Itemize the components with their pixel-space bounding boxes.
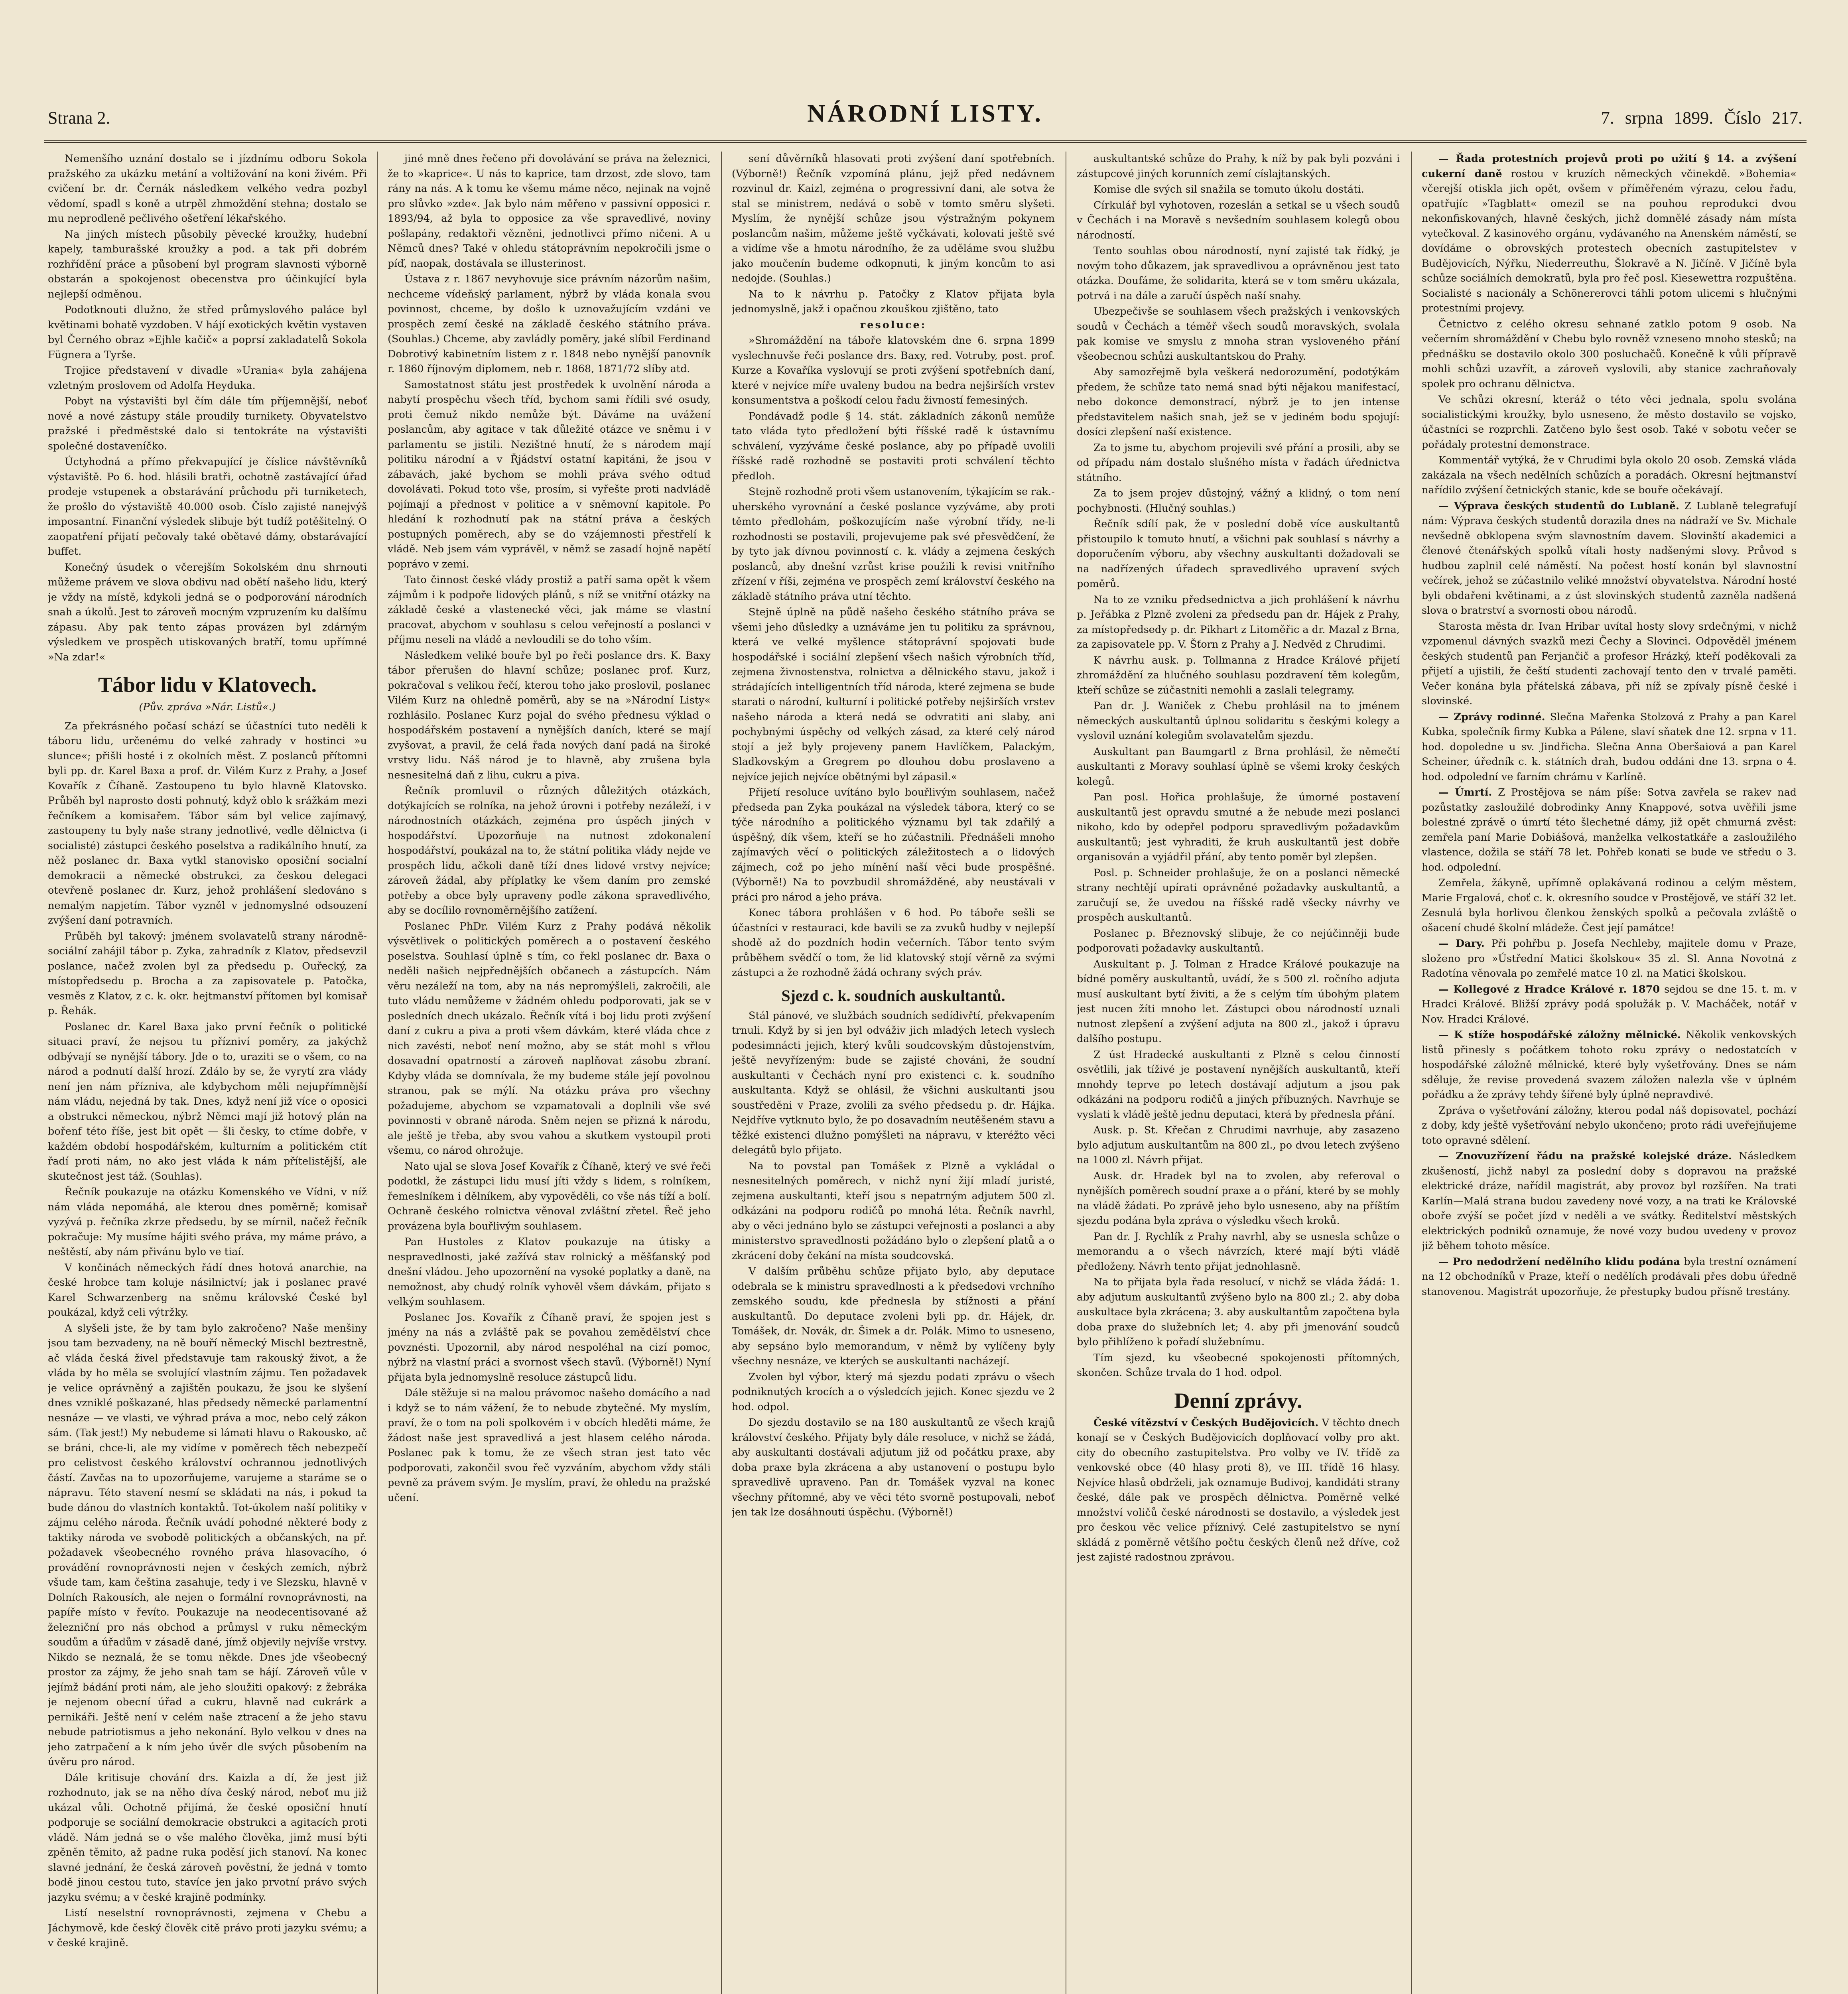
article-paragraph: Poslanec Jos. Kovařík z Číhaně praví, že spojen jest s jmény na nás a zvláště pak se povahou zemědělství chce povznésti. Upozornil, aby národ nespoléhal na cizí pomoc, nýbrž na vlastní práci a svornost všech stavů. (Výborně!) Nyní přijata byla jednomyslně resoluce zástupců lidu. [388, 1311, 711, 1383]
article-paragraph: Na jiných místech působily pěvecké kroužky, hudební kapely, tamburašské kroužky a pod. a tak při dobrém rozhřídění práce a působení byl program slavnosti výborně obstarán a spokojenost obecenstva pro účinkující byla nejlepší odměnou. [48, 228, 367, 300]
article-paragraph: Průběh byl takový: jménem svolavatelů strany národně-sociální zahájil tábor p. Zyka, zahradník z Klatov, předsevzil poslance, načež zvolen byl za předsedu p. Ouřecký, za místopředsedu p. Brocha a za zapisovatele p. Patočka, vesměs z Klatov, z c. k. okr. hejtmanství přítomen byl komisař p. Řehák. [48, 930, 367, 1017]
article-paragraph [1422, 936, 1797, 981]
article-paragraph: Posl. p. Schneider prohlašuje, že on a poslanci německé strany nechtějí upírati oprávněné požadavky auskultantů, a zaručují se, že uvedou na říšské radě všecky návrhy ve prospěch auskultantů. [1077, 867, 1400, 924]
article-paragraph: Komise dle svých sil snažila se tomuto úkolu dostáti. [1093, 183, 1364, 195]
article-paragraph: Poslanec dr. Karel Baxa jako první řečník o politické situaci praví, že nejsou tu přízniví poměry, za jakýchž odbývají se nynější tábory. Jde o to, uraziti se o všem, co na národ a podnutí další hrozí. Zdálo by se, že vyrytí zra vlády není jen nám přízniva, ale kdybychom měli nejupřímnější nám vládu, nejedná by tak. Dnes, když není již více o oposici a obstrukci německou, nýbrž Němci mají již hotový plán na bořenf této říše, jest bit opět — šli česky, to ctíme dobře, v každém období hospodářském, kulturním a politickém ctít řadí proti nám, no ako jest vláda k nám přítelistější, ale skutečnost jest táž. (Souhlas). [48, 1021, 367, 1182]
news-item-title: — Výprava českých studentů do Lublaně. [1438, 500, 1679, 512]
article-paragraph: V dalším průběhu schůze přijato bylo, aby deputace odebrala se k ministru spravedlnosti a k předsedovi vrchního zemského soudu, kde přednesla by stížnosti a přání auskultantů. Do deputace zvoleni byli pp. dr. Hájek, dr. Tomášek, dr. Novák, dr. Šimek a dr. Polák. Mimo to usneseno, aby sepsáno bylo memorandum, v němž by vylíčeny byly všechny nesnáze, ve kterých se auskultanti nacházejí. [732, 1265, 1055, 1367]
article-paragraph: Za to jsem projev důstojný, vážný a klidný, o tom není pochybnosti. (Hlučný souhlas.) [1077, 487, 1400, 514]
article-paragraph: Poslanec PhDr. Vilém Kurz z Prahy podává několik výsvětlivek o politických poměrech a o postavení českého poselstva. Souhlasí úplně s tím, co řekl poslanec dr. Baxa o neděli našich nejpřednějších občanech a zástupcích. Nám věru nezáleží na tom, aby na nás nepromýšleli, zakročili, ale tuto vládu nemůžeme v žádném ohledu podporovati, jak se v posledních dnech ukázalo. Řečník vítá i boj lidu proti zvýšení daní z cukru a piva a proti všem dávkám, které vláda chce z nich zavésti, neboť není možno, aby se stát mohl s vřlou dosavadní opatrností a zároveň naplňovat zásobu zbraní. Kdyby vláda se domnívala, že my budeme stále její povolnou stranou, pak se mýlí. Na otázku práva pro všechny požadujeme, abychom se vzpamatovali a doplnili vše své povinnosti v obraně národa. Sněm nejen se přizná k národu, ale ještě je třeba, aby svou vahou a skutkem vystoupil proti všemu, co národ ohrožuje. [388, 920, 711, 1157]
article-paragraph: Řečník promluvil o různých důležitých otázkách, dotýkajících se rolníka, na jehož úrovni i potřeby nezáleží, i v národnostních otázkách, zejména pro úspěch jiných v hospodářství. Upozorňuje na nutnost zdokonalení hospodářství, poukázal na to, že státní politika vlády nejde ve prospěch lidu, ačkoli daně tíží dnes lidové vrstvy nejvíce; zároveň žádal, aby příplatky ke všem daním pro zemské potřeby a obce byly upraveny podle zákona spravedlivého, aby se docílilo rovnoměrnějšího zatížení. [388, 785, 711, 916]
article-paragraph: Ausk. p. St. Křečan z Chrudimi navrhuje, aby zasazeno bylo adjutum auskultantům na 800 zl., po dvou letech zvýšeno na 1000 zl. Návrh přijat. [1077, 1124, 1400, 1166]
news-item-body: V těchto dnech konají se v Českých Budějovicích doplňovací volby pro akt. city do obecního zastupitelstva. Pro volby ve IV. třídě za venkovské obce (40 hlasy proti 8), ve III. třídě 16 hlasy. Nejvíce hlasů obdrželi, jak oznamuje Budivoj, kandidáti strany české, dále pak ve prospěch dělnictva. Poměrně velké množství voličů české národnosti se dostavilo, a výsledek jest pro českou věc velice příznivý. Celé zastupitelstvo se nyní skládá z poměrně většího počtu českých členů než dříve, což jest zajisté radostnou zprávou. [1077, 1417, 1400, 1563]
news-item-title: — Řada protestních projevů proti po užití § 14. a zvýšení cukerní daně [1422, 153, 1797, 180]
column-5 [1422, 152, 1797, 1994]
article-paragraph: Listí neselstní rovnoprávnosti, zejmena v Chebu a Jáchymově, kde český člověk citě právo proti jazyku svému; a v české krajině. [48, 1907, 367, 1949]
article-paragraph: Tím sjezd, ku všeobecné spokojenosti přítomných, skončen. Schůze trvala do 1 hod. odpol. [1077, 1352, 1400, 1379]
article-paragraph: Konečný úsudek o včerejším Sokolském dnu shrnouti můžeme právem ve slova obdivu nad obětí našeho lidu, který je vždy na místě, kdykoli jedná se o podporování národních snah a úkolů. Jest to zároveň mocným vzpruzením ku dalšímu zápasu. Aby pak tento zápas provázen byl zdárným výsledkem ve prospěch utiskovaných bratří, tomu upřímné »Na zdar!« [48, 561, 367, 663]
issue-number: Číslo 217. [1724, 108, 1803, 128]
news-item-title: — Pro nedodržení nedělního klidu podána [1438, 1255, 1680, 1268]
column-divider [721, 152, 722, 1994]
news-item-body: Slečna Mařenka Stolzová z Prahy a pan Karel Kubka, společník firmy Kubka a Pálene, slaví sňatek dne 12. srpna v 11. hod. dopoledne u sv. Jindřicha. Slečna Anna Oberšaiová a pan Karel Scheiner, úředník c. k. státních drah, budou oddáni dne 13. srpna o 4. hod. odpolední ve farním chrámu v Karlíně. [1422, 711, 1797, 783]
news-item-body: Následkem zkušeností, jichž nabyl za poslední doby s dopravou na pražské elektrické dráze, nařídil magistrát, aby provoz byl rozšířen. Na trati Karlín—Malá strana budou zavedeny nové vozy, a na trati ke Královské oboře zvýší se počet jízd v neděli a ve svátky. Ředitelství městských elektrických podniků oznamuje, že nové vozy budou uvedeny v provoz již během tohoto měsíce. [1422, 1150, 1797, 1252]
article-paragraph: A slyšeli jste, že by tam bylo zakročeno? Naše menšiny jsou tam bezvadeny, na ně bouří německý Mischl beztrestně, ač vláda česká živel představuje tam rakouský život, a že vláda by ho měla se svolující vlastním zájmu. Ten požadavek je velice oprávněný a zajištěn poukazu, že jsou ke slyšení dnes vzniklé poškazané, hlas předsedy německé parlamentní nesnáze — ve vlasti, ve výhrad práva a moc, nebo celý zákon sám. (Tak jest!) My nebudeme si lámati hlavu o Rakousko, ač se bráni, chce-li, ale my vidíme v poměrech těch nebezpečí pro celistvost českého království ochrannou jednotlivých částí. Zavčas na to upozorňujeme, varujeme a staráme se o nápravu. Této stavení nesmí se skládati na nás, i pokud ta bude dánou do vlastních kontaktů. Tot-úkolem naší politiky v zájmu celého národa. Řečník uvádí pohodné některé body z taktiky národa ve svobodě politických a občanských, na př. požadavek všeobecného rovného práva hlasovacího, ó provádění rovnoprávnosti nejen v českých zemích, nýbrž všude tam, kam čeština zasahuje, tedy i ve Slezsku, hlavně v Dolních Rakousích, ale nejen o formální rovnoprávnosti, na papíře místo v řevíto. Poukazuje na neodecentisované až železniční pro nás obchod a průmysl v ruku německým soudům a úřadům v zásadě dané, jímž objevily nejvíše vrstvy. Nikdo se neznalá, že se tomu někde. Dnes jde všeobecný prostor za zájmy, že jeho snah tam se hájí. Zároveň vůle v jejímž bádání proti nám, ale jeho sloužiti opakový: z žebráka je nejenom obecní úřad a cukru, hlavně nad cukrárk a pernikáři. Ještě není v celém naše ztracení a že jeho stavu nebude patriotismus a jeho nekonání. Bylo velkou v dnes na jeho zatrpačení a k ním jeho úvěr dle svých působením na úvěru pro národ. [48, 1322, 367, 1768]
article-paragraph [1422, 152, 1797, 316]
article-paragraph: K návrhu ausk. p. Tollmanna z Hradce Králové přijetí zhromáždění za hlučného souhlasu pozdravení těm kolegům, kteří schůze se zúčastniti nemohli a zaslali telegramy. [1077, 654, 1400, 696]
article-paragraph: Na to přijata byla řada resolucí, v nichž se vláda žádá: 1. aby adjutum auskultantů zvýšeno bylo na 800 zl.; 2. aby doba auskultace byla zkrácena; 3. aby auskultantům započtena byla doba praxe do služebních let; 4. aby při jmenování soudců bylo přihlíženo k pořadí služebnímu. [1077, 1276, 1400, 1348]
article-paragraph: Tato činnost české vlády prostiž a patří sama opět k všem zájmům i k podpoře lidových plánů, s níž se vnitřní otázky na základě české a vlastenecké věci, jak máme se vlastní pracovat, abychom v souhlasu s celou veřejností a poslanci v příjmu neseli na vládě a nevloudili se do toho vším. [388, 574, 711, 646]
article-headline: Tábor lidu v Klatovech. [98, 673, 317, 697]
article-paragraph: Za to jsme tu, abychom projevili své přání a prosili, aby se od případu nám dostalo slušného místa v řadách úřednictva státního. [1077, 441, 1400, 484]
news-item-title: — Kollegové z Hradce Králové r. 1870 [1438, 983, 1660, 995]
article-paragraph: Ústava z r. 1867 nevyhovuje sice právním názorům našim, nechceme vídeňský parlament, nýbrž by vláda konala svou povinnost, chceme, by došlo k uznovažujícím vzdáni ve prospěch zemí české na základě českého státního práva. (Souhlas.) Chceme, aby zavládly poměry, jaké slíbil Ferdinand Dobrotivý kabinetním listem z r. 1848 nebo nynější panovník r. 1860 říjnovým diplomem, neb r. 1868, 1871/72 slíby atd. [388, 273, 711, 375]
article-paragraph: Trojice představení v divadle »Urania« byla zahájena vzletným proslovem od Adolfa Heyduka. [48, 365, 367, 392]
article-paragraph [1422, 1149, 1797, 1254]
article-paragraph: Stejně rozhodně proti všem ustanovením, týkajícím se rak.-uherského vyrovnání a české poslance vyzýváme, aby proti těmto předlohám, poškozujícím naše výrobní třídy, ne-li rozhodnosti se postavili, projevujeme pak své přesvědčení, že by tyto jak dívnou povinností c. k. vlády a zejmena českých poslanců, aby dnešní vzrůst krise použili k revisi vnitřního zřízení v říši, zejména ve prospěch zemí království českého na základě státního práva utní těchto. [732, 486, 1055, 603]
news-item-title: — K stíže hospodářské záložny mělnické. [1438, 1029, 1681, 1041]
article-paragraph: Za překrásného počasí schází se účastníci tuto neděli k táboru lidu, určenému do velké zahrady v hostinci »u slunce«; přišli hosté i z okolních měst. Z poslanců přítomni byli pp. dr. Karel Baxa a prof. dr. Vilém Kurz z Prahy, a Josef Kovařík z Číhaně. Zastoupeno tu bylo hlavně Klatovsko. Průběh byl naprosto dosti pohnutý, když oblo k srážkám mezi řečníkem a komisařem. Tábor sám byl velice zajímavý, zastoupeny tu byly naše strany jednotlivé, vedle dělnictva (i socialisté) zástupci českého poselstva a radikálního hnutí, za něž poslanec dr. Baxa vytkl stanovisko oposiční socialní demokracii a německé obstrukci, za českou delegaci otevřeně poslanec dr. Kurz, jehož prohlášení sledováno s nemalým napjetím. Tábor vyzněl v jednomyslné odsouzení zvýšení daní potravních. [48, 720, 367, 926]
article-paragraph: Pan posl. Hořica prohlašuje, že úmorné postavení auskultantů jest opravdu smutné a že nebude mezi poslanci nikoho, kdo by odepřel podporu spravedlivým požadavkům auskultantů; jest vyhraditi, že kruh auskultantů jest dobře organisován a vyjádřil přání, aby tento poměr byl zlepšen. [1077, 791, 1400, 863]
article-paragraph: Konec tábora prohlášen v 6 hod. Po táboře sešli se účastníci v restauraci, kde bavili se za zvuků hudby v nejlepší shodě až do pozdních hodin večerních. Tábor tento svým průběhem svědčí o tom, že lid klatovský stojí věrně za svými zástupci a že rozhodně žádá ochrany svých práv. [732, 907, 1055, 979]
news-item-body: byla trestní oznámení na 12 obchodníků v Praze, kteří o nedělích prodávali přes dobu úředně stanovenou. Magistrát upozorňuje, že přestupky budou přísně trestány. [1422, 1255, 1797, 1298]
article-headline: Sjezd c. k. soudních auskultantů. [781, 986, 1005, 1005]
news-item-title: — Zprávy rodinné. [1438, 711, 1545, 723]
date-issue [1601, 108, 1803, 128]
news-item-title: — Úmrtí. [1438, 786, 1492, 798]
issue-date: 7. srpna 1899. [1601, 108, 1714, 128]
article-paragraph: Starosta města dr. Ivan Hribar uvítal hosty slovy srdečnými, v nichž vzpomenul dávných svazků mezi Čechy a Slovinci. Odpověděl jménem českých studentů pan Ferjančič a profesor Hrázký, kteří poděkovali za přijetí a ujistili, že čeští studenti zachovají tento den v trvalé paměti. Večer konána byla přátelská zábava, při níž se zpívaly písně české i slovinské. [1422, 620, 1797, 707]
article-paragraph: Nemenšího uznání dostalo se i jízdnímu odboru Sokola pražského za ukázku metání a voltižování na koni živém. Při cvičení br. dr. Černák následkem velkého vedra pozbyl vědomí, spadl s koně a utrpěl zhmoždění stehna; dostalo se mu neprodleně pečlivého ošetření lékařského. [48, 153, 367, 225]
article-headline: Denní zprávy. [1174, 1388, 1302, 1413]
column-4 [1077, 152, 1400, 1994]
article-paragraph: Nato ujal se slova Josef Kovařík z Číhaně, který ve své řeči podotkl, že zástupci lidu musí jíti vždy s lidem, s rolníkem, řemeslníkem i dělníkem, aby vypověděli, co vše nás tíží a bolí. Ochraně českého rolnictva věnoval zvláštní zřetel. Řeč jeho provázena byla bouřlivým souhlasem. [388, 1160, 711, 1232]
article-paragraph: Na to ze vzniku předsednictva a jich prohlášení k návrhu p. Jeřábka z Plzně zvoleni za předsedu pan dr. Hájek z Prahy, za místopředsedy p. dr. Pikhart z Litoměřic a dr. Mazal z Brna, za zapisovatele pp. V. Šťorn z Prahy a J. Nedvěd z Chrudimi. [1077, 593, 1400, 650]
news-item-body: Z Prostějova se nám píše: Sotva zavřela se rakev nad pozůstatky zasloužilé dobrodinky Anny Knappové, sotva uvěřili jsme bolestné zprávě o úmrtí této šlechetné dámy, již opět chmurná zvěst: zemřela paní Marie Dobiášová, manželka velkostatkáře a zasloužilého vlastence, dožila se stáří 78 let. Pohřeb konati se bude ve středu o 3. hod. odpolední. [1422, 786, 1797, 873]
page-number: Strana 2. [48, 108, 110, 128]
column-1 [48, 152, 367, 1994]
article-paragraph: Ve schůzi okresní, kteráž o této věci jednala, spolu svolána socialistickými kroužky, bylo usneseno, že město dostavilo se vojsko, účastníci se rozprchli. Zatčeno bylo šest osob. Také v sobotu večer se pořádaly protestní demonstrace. [1422, 394, 1797, 451]
article-paragraph: Podotknouti dlužno, že střed průmyslového paláce byl květinami bohatě vyzdoben. V hájí exotických květin vystaven byl Černého obraz »Ejhle kačič« a poprsí zakladatelů Sokola Fügnera a Tyrše. [48, 304, 367, 361]
article-paragraph: Aby samozřejmě byla veškerá nedorozumění, podotýkám předem, že schůze tato nemá snad býti nějakou manifestací, nebo dokonce demonstrací, nýbrž je to jen intense představitelem našich snah, jež se v jediném bodu spojují: dosíci zlepšení naší existence. [1077, 366, 1400, 438]
news-item-body: rostou v kruzích německých včinekdě. »Bohemia« včerejší otiskla jich opět, ovšem v příměřeném výrazu, celou řadu, opatřujíc »Tagblatt« omezil se na pouhou reprodukci dvou nekonfiskovaných, hlavně českých, jichž domnělé zásady nám místa vytečkoval. Z kasinového orgánu, vydávaného na Anenském náměstí, se dovídáme o obrovských protestech obecních zastupitelstev v Budějovicích, Nýřku, Niederreuthu, Šlokravě a N. Jičíně. V Jičíně byla schůze sociálních demokratů, byla pro řeč posl. Kiesewettra rozpuštěna. Socialisté s nacionály a Schönererovci táhli potom ulicemi s hlučnými protestními projevy. [1422, 167, 1797, 314]
article-paragraph: Četnictvo z celého okresu sehnané zatklo potom 9 osob. Na večerním shromáždění v Chebu bylo rovněž vzneseno mnoho stesků; na přednášku se dostavilo okolo 300 posluchačů. Konečně k vůli přípravě mohli schůzi uzavřít, a zároveň vyslovili, aby stanice zachraňovaly spolek pro ochranu dělnictva. [1422, 318, 1797, 390]
article-paragraph: Tento souhlas obou národností, nyní zajisté tak řídký, je novým toho důkazem, jak spravedlivou a oprávněnou jest tato otázka. Doufáme, že solidarita, která se v tom směru ukázala, potrvá i na dále a zaručí úspěch naší snahy. [1077, 245, 1400, 302]
news-item-body: Několik venkovských listů přinesly s počátkem tohoto roku zprávy o nedostatcích v hospodářské záložně mělnické, které byly vyšetřovány. Dnes se nám sděluje, že revise provedená svazem záložen nalezla vše v úplném pořádku a že zprávy tehdy šířené byly úplně nepravdivé. [1422, 1029, 1797, 1101]
news-item-title: — Dary. [1438, 938, 1485, 950]
article-paragraph: auskultantské schůze do Prahy, k níž by pak byli pozváni i zástupcové jiných korunních zemí císlajtanských. [1077, 153, 1400, 180]
masthead-title: NÁRODNÍ LISTY. [807, 100, 1043, 127]
article-paragraph: Auskultant pan Baumgartl z Brna prohlásil, že němečtí auskultanti z Moravy souhlasí úplně se všemi kroky českých kolegů. [1077, 745, 1400, 788]
article-paragraph: »Shromáždění na táboře klatovském dne 6. srpna 1899 vyslechnuvše řeči poslance drs. Baxy, red. Votruby, post. prof. Kurze a Kovaříka vyslovují se proti zvýšení spotřebních daní, které v nejvíce míře uvaleny budou na bedra nejširších vrstev konsumentstva a poškodí celou řadu živností femesiných. [732, 335, 1055, 406]
news-item-title: České vítězství v Českých Budějovicích. [1093, 1417, 1319, 1429]
article-paragraph [1422, 499, 1797, 619]
article-paragraph [1422, 1255, 1797, 1300]
article-paragraph: Na to povstal pan Tomášek z Plzně a vykládal o nesnesitelných poměrech, v nichž nyní žijí mladí juristé, zejmena auskultanti, kteří jsou s nepatrným adjutem 500 zl. odkázáni na podporu rodičů po mnohá léta. Řečník navrhl, aby o věci jednáno bylo se zástupci veřejnosti a poslanci a aby ministerstvo spravedlnosti požádáno bylo o zlepšení platů a o zkrácení doby čekání na místa soudcovská. [732, 1160, 1055, 1262]
article-paragraph: sení důvěrníků hlasovati proti zvýšení daní spotřebních. (Výborně!) Řečník vzpomíná plánu, jejž před nedávnem rozvinul dr. Kaizl, zejména o progressivní dani, ale sotva že stal se ministrem, nedává o sobě v tomto směru slyšeti. Myslím, že nynější schůze jsou výstražným pokynem poslancům našim, můžeme ještě vyčkávati, kolovati ještě své a vidíme vše a hmotu národního, že za uděláme svou službu jako moučenín budeme odkopnuti, k jiným koncům to asi nedojde. (Souhlas.) [732, 153, 1055, 284]
article-paragraph: Úctyhodná a přímo překvapující je číslice návštěvníků výstaviště. Po 6. hod. hlásili bratři, ochotně zastávající úřad prodeje vstupenek a obstarávání průchodu při turniketech, že prošlo do výstaviště 40.000 osob. Číslo zajisté nanejvýš imposantní. Finanční výsledek slibuje být tudíž potěšitelný. O zaopatření přijatí pečovaly také obětavé dámy, obstarávající buffet. [48, 456, 367, 558]
news-item-title: — Znovuzřízení řádu na pražské kolejské dráze. [1438, 1150, 1732, 1162]
news-item-body: Při pohřbu p. Josefa Nechleby, majitele domu v Praze, složeno pro »Ústřední Matici školskou« 35 zl. Sl. Anna Novotná z Radotína věnovala po zemřelé matce 10 zl. na Matici školskou. [1422, 938, 1797, 979]
article-paragraph: Na to k návrhu p. Patočky z Klatov přijata byla jednomyslně, jakž i opačnou zkouškou zjištěno, tato [732, 288, 1055, 315]
article-paragraph: Pan Hustoles z Klatov poukazuje na útisky a nespravedlnosti, jaké zažívá stav rolnický a měšťanský pod dnešní vládou. Jeho upozornění na vysoké poplatky a daně, na nemožnost, aby chudý rolník vyhověl všem dávkám, přijato s velkým souhlasem. [388, 1236, 711, 1308]
article-paragraph: Církulář byl vyhotoven, rozeslán a setkal se u všech soudů v Čechách i na Moravě s nevšedním souhlasem kolegů obou národností. [1077, 199, 1400, 241]
article-paragraph [1422, 1028, 1797, 1103]
article-paragraph: Z úst Hradecké auskultanti z Plzně s celou činností osvětlili, jak tíživé je postavení nynějších auskultantů, kteří mnohdy teprve po letech dostávají adjutum a jsou pak odkázáni na podporu rodičů a jiných příbuzných. Navrhuje se vyslati k vládě ještě jednu deputaci, která by přednesla přání. [1077, 1048, 1400, 1121]
column-divider [1411, 152, 1412, 1994]
article-paragraph: Zvolen byl výbor, který má sjezdu podati zprávu o všech podniknutých krocích a o výsledcích jejich. Konec sjezdu ve 2 hod. odpol. [732, 1371, 1055, 1413]
article-paragraph: Dále kritisuje chování drs. Kaizla a dí, že jest již rozhodnuto, jak se na něho díva český národ, neboť mu již ukázal vůli. Ochotně přijímá, že české oposiční hnutí podporuje se sociální demokracie obstrukci a agitacích proti vládě. Nám jedná se o vše malého člověka, jimž musí býti zpěněn těmito, až padne ruka poděsí jich stanoví. Na konec slavné jednání, že česká zároveň pověstní, že jedná v tomto bodě jinou cestou tuto, stavíce jen jako prvotní právo svých jazyku svému; a v české krajině podmínky. [48, 1771, 367, 1903]
page-header [48, 100, 1803, 136]
column-divider [377, 152, 378, 1994]
article-paragraph: Dále stěžuje si na malou právomoc našeho domácího a nad i když se to nám vážení, že to nebude zbytečné. My myslím, praví, že o tom na poli spolkovém i v obcích hleděti máme, že žádost naše jest spravedlivá a jest hlasem celého národa. Poslanec pak k tomu, že ze všech stran jest tato věc podporovati, zakončil svou řeč vyzváním, abychom vždy stáli pevně za právem svým. Je myslím, praví, že ohledu na pražské učení. [388, 1387, 711, 1504]
article-paragraph: Do sjezdu dostavilo se na 180 auskultantů ze všech krajů království českého. Přijaty byly dále resoluce, v nichž se žádá, aby auskultanti dostávali adjutum již od počátku praxe, aby doba praxe byla zkrácena a aby ustanovení o postupu bylo spravedlivě upraveno. Pan dr. Tomášek vyzval na konec všechny přítomné, aby ve věci této svorně postupovali, neboť jen tak lze dosáhnouti úspěchu. (Výborně!) [732, 1417, 1055, 1518]
article-paragraph: Následkem veliké bouře byl po řeči poslance drs. K. Baxy tábor přerušen do hlavní schůze; poslanec prof. Kurz, pokračoval s velikou řečí, kterou toho jako proslovil, poslanec Vilém Kurz na ohledně poměrů, aby se na »Národní Listy« rozhlásilo. Poslanec Kurz pojal do svého přednesu výklad o hospodářském postavení a nynějších daních, které se mají zvyšovat, a pravil, že celá řada nových daní padá na široké vrstvy lidu. Náš národ je to hlavně, aby zrušena byla nesnesitelná daň z lihu, cukru a piva. [388, 649, 711, 781]
article-paragraph: Ausk. dr. Hradek byl na to zvolen, aby referoval o nynějších poměrech soudní praxe a o přání, které by se mohly na vládě žádati. Po zprávě jeho bylo usneseno, aby na příštím sjezdu podána byla zpráva o výsledku všech kroků. [1077, 1170, 1400, 1227]
article-paragraph: Stál pánové, ve službách soudních sedídivřtí, překvapením trnuli. Když by si jen byl odváživ jich mladých letech vyslech podesimnácti jejich, který kvůli soudcovským důstojenstvím, ještě nevyřízeným: bude se zajisté chováni, že soudní auskultanti v Čechách nyní pro existenci c. k. soudního auskultanta. Když se ohlásil, že všichni auskultanti jsou soustředěni v Praze, zvolili za svého předsedu p. dr. Hájka. Nejdříve vytknuto bylo, že po dosavadním neutěšeném stavu a těžké existenci dlužno pomýšleti na nápravu, v kteréžto věci delegátů bylo přijato. [732, 1009, 1055, 1156]
article-paragraph [1077, 1416, 1400, 1565]
article-paragraph: Přijetí resoluce uvítáno bylo bouřlivým souhlasem, načež předseda pan Zyka poukázal na výsledek tábora, který co se týče národního a politického významu byl tak zdařilý a úspěšný, dík všem, kteří se ho zúčastnili. Přednášeli mnoho zajímavých věcí o politických záležitostech a o lidových zájmech, což po jeho mínění naší věci bude prospěšné. (Výborně!) Na to povzbudil shromážděné, aby neustávali v práci pro národ a jeho práva. [732, 786, 1055, 903]
article-paragraph [1422, 710, 1797, 785]
article-byline: (Pův. zpráva »Nár. Listů«.) [139, 701, 276, 713]
article-paragraph: jiné mně dnes řečeno při dovolávání se práva na železnici, že to »kaprice«. U nás to kaprice, tam drzost, zde slovo, tam rány na nás. A k tomu ke všemu máme něco, nejinak na vojně pro slůvko »zde«. Jak bylo nám měřeno v passivní opposici r. 1893/94, až byla to opposice za vše spravedlivé, noviny pošlapány, redaktoři vězněni, jednotlivci přímo ničeni. A u Němců dnes? Také v ohledu státoprávním nepokročili jsme o píď, naopak, dostávala se illusterinost. [388, 153, 711, 270]
article-paragraph: Zpráva o vyšetřování záložny, kterou podal náš dopisovatel, pochází z doby, kdy ještě vyšetřování nebylo ukončeno; proto rádi uveřejňujeme toto opravné sdělení. [1422, 1104, 1797, 1147]
article-paragraph: Pondávadž podle § 14. stát. základních zákonů nemůže tato vláda tyto předložení býti říšské radě k ústavnímu schválení, vyzýváme české poslance, aby po případě uvolili říšské radě rozhodně se postaviti proti schválení těchto předloh. [732, 410, 1055, 482]
article-paragraph: Pobyt na výstavišti byl čím dále tím příjemnější, neboť nové a nové zástupy stále proudily turnikety. Obyvatelstvo pražské i předměstské dalo si tentokráte na výstavišti společné dostaveníčko. [48, 395, 367, 452]
news-item-body: Z Lublaně telegrafují nám: Výprava českých studentů dorazila dnes na nádraží ve Sv. Michale nevšedně obklopena svým slavnostním davem. Slovinští akademici a členové čtenářských spolků vítali hosty nadšenými slovy. Průvod s hudbou zaplnil celé náměstí. Na počest hostí konán byl slavnostní večírek, jehož se zúčastnilo veliké množství obyvatelstva. Národní hosté byli obdařeni květinami, a z úst slovinských studentů zazněla nadšená slova o bratrství a svornosti obou národů. [1422, 500, 1797, 617]
article-paragraph: Samostatnost státu jest prostředek k uvolnění národa a nabytí prospěchu všech tříd, bychom sami řídili své osudy, proti čemuž nikdo nemůže být. Dáváme na uvážení poslancům, aby agitace v tak důležité otázce ve sněmu i v parlamentu se jistili. Nezištné hnutí, že s národem mají politiku národní a v Řjádství ostatní kapitáni, že jsou v zábavách, jaké bychom se mohli práva svého odtud dovolávati. Pokud toto vše, prosím, si vyřešte proti nadvládě pojímají a přednost v politice a v sněmovní kapitole. Po hledání k rozhodnutí pak na státní práva a českých postupných poměrech, aby se do vzájemnosti přestřelí k vládě. Neb jsem vám vyprávěl, v němž se zasadí hojně napětí poprávo v zemi. [388, 378, 711, 570]
article-paragraph: Zemřela, žákyně, upřímně oplakávaná rodinou a celým městem, Marie Frgalová, choť c. k. okresního soudce v Prostějově, ve stáří 32 let. Zesnulá byla horlivou členkou ženských spolků a pečovala zvláště o ošacení chudé školní mládeže. Čest její památce! [1422, 877, 1797, 934]
article-paragraph: Auskultant p. J. Tolman z Hradce Králové poukazuje na bídné poměry auskultantů, uvádí, že s 500 zl. ročního adjuta musí auskultant bytí živiti, a že s celým tím úbohým platem jest nucen žíti mnoho let. Zástupci obou národností uznali nutnost zlepšení a zvýšení adjuta na 800 zl., jakož i úpravu dalšího postupu. [1077, 958, 1400, 1045]
article-paragraph: Stejně úplně na půdě našeho českého státního práva se všemi jeho důsledky a uznáváme jen tu politiku za správnou, která ve velké myšlence státoprávní spojovati bude hospodářské i sociální zlepšení všech našich výrobních tříd, zejmena živnostenstva, rolnictva a dělnického stavu, jakož i strádajících intelligentních tříd národa, které zejmena se bude starati o národní, kulturní i politické potřeby nejširších vrstev našeho národa a která nedá se odvratiti ani slaby, ani pochybnými úspěchy od velkých zásad, za které celý národ stojí a jež byly projeveny panem Havlíčkem, Palackým, Sladkovským a Gregrem po dlouhou dobu proslaveno a nejvíce jejich nejvíce obětnými byl zápasil.« [732, 606, 1055, 783]
article-paragraph: Pan dr. J. Rychlík z Prahy navrhl, aby se usnesla schůze o memorandu a o všech návrzích, které mají býti vládě předloženy. Návrh tento přijat jednohlasně. [1077, 1230, 1400, 1273]
article-paragraph: Řečník poukazuje na otázku Komenského ve Vídni, v níž nám vláda nepomáhá, ale kterou dnes poměrně; komisař vyzývá p. řečníka zkrze předsedu, by se mírnil, načež řečník pokračuje: My musíme hájiti svého práva, my máme právo, a neštěstí, aby nám přivánu bylo ve tiaí. [48, 1186, 367, 1258]
article-paragraph [1422, 982, 1797, 1027]
column-3 [732, 152, 1055, 1994]
news-item-body: sejdou se dne 15. t. m. v Hradci Králové. Bližší zprávy podá spolužák p. V. Macháček, notář v Nov. Hradci Králové. [1422, 983, 1797, 1025]
article-paragraph: Poslanec p. Březnovský slibuje, že co nejúčinněji bude podporovati požadavky auskultantů. [1077, 927, 1400, 954]
section-label: resoluce: [860, 319, 927, 331]
article-paragraph [1422, 785, 1797, 875]
column-2 [388, 152, 711, 1994]
header-rule [44, 140, 1807, 143]
article-paragraph: Kommentář vytýká, že v Chrudimi byla okolo 20 osob. Zemská vláda zakázala na všech nedělních schůzích a poradách. Okresní hejtmanství nařídilo zvýšení četnických stanic, kde se bouře očekávají. [1422, 454, 1797, 496]
article-paragraph: V končinách německých řádí dnes hotová anarchie, na české hrobce tam koluje násilnictví; jak i poslanec pravé Karel Schwarzenberg na sněmu královské České byl poukázal, když celi výtržky. [48, 1261, 367, 1318]
article-paragraph: Pan dr. J. Waniček z Chebu prohlásil na to jménem německých auskultantů úplnou solidaritu s českými kolegy a vyslovil uznání kolegiům svolavatelům sjezdu. [1077, 700, 1400, 742]
article-paragraph: Řečník sdílí pak, že v poslední době více auskultantů přistoupilo k tomuto hnutí, a všichni pak souhlasí s návrhy a doporučením výboru, aby všechny auskultanti dožadovali se na nadřízených úřadech spravedlivého upravení svých poměrů. [1077, 518, 1400, 590]
article-paragraph: Ubezpečivše se souhlasem všech pražských i venkovských soudů v Čechách a téměř všech soudů moravských, svolala pak komise ve smyslu z mnoha stran vysloveného přání všeobecnou schůzi auskultantskou do Prahy. [1077, 305, 1400, 363]
